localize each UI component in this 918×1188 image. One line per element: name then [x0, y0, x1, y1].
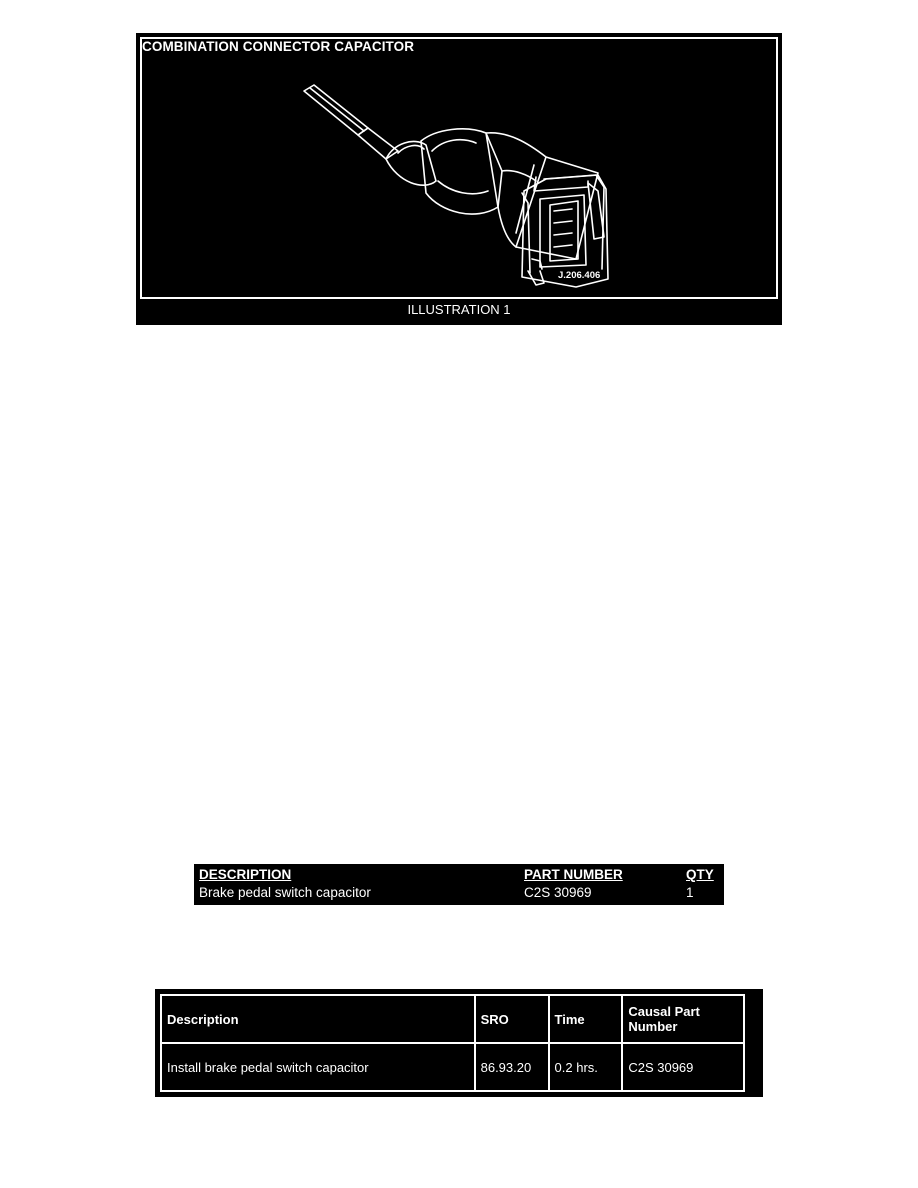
- illustration-panel: [136, 33, 782, 325]
- parts-row-qty: 1: [686, 885, 694, 900]
- labour-header-causal-part-number: Causal Part Number: [622, 995, 744, 1043]
- labour-header-sro: SRO: [475, 995, 549, 1043]
- illustration-caption: ILLUSTRATION 1: [407, 302, 511, 317]
- labour-header-description: Description: [161, 995, 475, 1043]
- parts-table: [194, 864, 724, 905]
- parts-header-description: DESCRIPTION: [199, 867, 292, 882]
- labour-grid: [160, 994, 745, 1092]
- labour-row-sro: 86.93.20: [475, 1043, 549, 1091]
- parts-row-description: Brake pedal switch capacitor: [199, 885, 371, 900]
- labour-header-time: Time: [549, 995, 623, 1043]
- labour-row-description: Install brake pedal switch capacitor: [161, 1043, 475, 1091]
- parts-header-qty: QTY: [686, 867, 714, 882]
- labour-row-time: 0.2 hrs.: [549, 1043, 623, 1091]
- labour-row-causal-part-number: C2S 30969: [622, 1043, 744, 1091]
- connector-capacitor-drawing: [136, 33, 782, 325]
- illustration-title: COMBINATION CONNECTOR CAPACITOR: [142, 39, 415, 54]
- parts-header-part-number: PART NUMBER: [524, 867, 623, 882]
- table-row: [161, 1043, 744, 1091]
- illustration-reference: J.206.406: [558, 270, 601, 281]
- labour-header-row: [161, 995, 744, 1043]
- labour-table: [155, 989, 763, 1097]
- parts-row-part-number: C2S 30969: [524, 885, 592, 900]
